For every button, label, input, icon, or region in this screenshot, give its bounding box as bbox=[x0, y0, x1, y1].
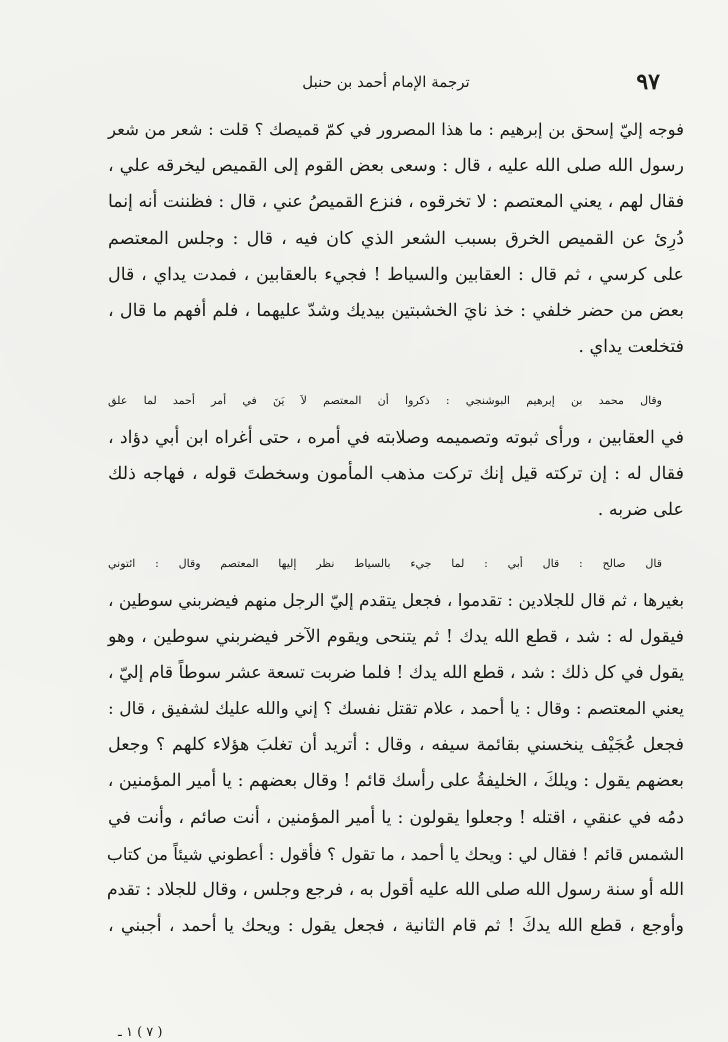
running-title: ترجمة الإمام أحمد بن حنبل bbox=[302, 73, 470, 91]
body-text bbox=[108, 112, 684, 944]
text-line: فوجه إليّ إسحق بن إبرهيم : ما هذا المصرور في كمّ قميصك ؟ قلت : شعر من شعر bbox=[108, 120, 684, 139]
text-line: فقال لهم ، يعني المعتصم : لا تخرقوه ، فنزع القميصُ عني ، قال : فظننت أنه إنما bbox=[108, 192, 684, 213]
text-line: فيقول له : شد ، قطع الله يدك ! ثم يتنحى ويقوم الآخر فيضربني سوطين ، وهو bbox=[108, 626, 684, 647]
paragraph-1 bbox=[108, 112, 684, 365]
page-header bbox=[112, 66, 660, 98]
text-line: وأوجع ، قطع الله يدكَ ! ثم قام الثانية ، فجعل يقول : ويحك يا أحمد ، أجبني ، bbox=[108, 916, 684, 937]
text-line: وقال محمد بن إبرهيم البوشنجي : ذكروا أن المعتصم لاَ يَنَ في أمر أحمد لما علق bbox=[108, 394, 662, 408]
text-line: في العقابين ، ورأى ثبوته وتصميمه وصلابته في أمره ، حتى أغراه ابن أبي دؤاد ، bbox=[108, 427, 684, 448]
paragraph-2 bbox=[108, 383, 684, 528]
paragraph-3 bbox=[108, 546, 684, 944]
text-line: رسول الله صلى الله عليه ، قال : وسعى بعض القوم إلى القميص ليخرقه علي ، bbox=[108, 156, 684, 177]
text-line: قال صالح : قال أبي : لما جيء بالسياط نظر إليها المعتصم وقال : ائتوني bbox=[108, 557, 662, 571]
text-line: دُرِئ عن القميص الخرق بسبب الشعر الذي كان فيه ، قال : وجلس المعتصم bbox=[108, 228, 684, 249]
text-line: الشمس قائم ! فقال لي : ويحك يا أحمد ، ما تقول ؟ فأقول : أعطوني شيئاً من كتاب bbox=[106, 843, 684, 864]
text-line: دمُه في عنقي ، اقتله ! وجعلوا يقولون : يا أمير المؤمنين ، أنت صائم ، وأنت في bbox=[108, 807, 684, 828]
text-line: فجعل عُجَيْف ينخسني بقائمة سيفه ، وقال : أتريد أن تغلبَ هؤلاء كلهم ؟ وجعل bbox=[108, 735, 684, 756]
text-line: يعني المعتصم : وقال : يا أحمد ، علام تقتل نفسك ؟ إني والله عليك لشفيق ، قال : bbox=[108, 699, 684, 720]
signature-mark: ( ٧ ) ١ ـ bbox=[118, 1025, 163, 1040]
text-line: بغيرها ، ثم قال للجلادين : تقدموا ، فجعل يتقدم إليّ الرجل منهم فيضربني سوطين ، bbox=[108, 590, 684, 611]
text-line: على كرسي ، ثم قال : العقابين والسياط ! فجيء بالعقابين ، فمدت يداي ، قال bbox=[108, 264, 684, 285]
text-line: فتخلعت يداي . bbox=[578, 337, 684, 358]
text-line: بعض من حضر خلفي : خذ نايَ الخشبتين بيديك وشدّ عليهما ، فلم أفهم ما قال ، bbox=[108, 301, 684, 322]
page-number: ٩٧ bbox=[636, 69, 660, 95]
text-line: فقال له : إن تركته قيل إنك تركت مذهب المأمون وسخطتَ قوله ، فهاجه ذلك bbox=[108, 463, 684, 484]
text-line: على ضربه . bbox=[597, 500, 684, 521]
text-line: يقول في كل ذلك : شد ، قطع الله يدك ! فلما ضربت تسعة عشر سوطاً قام إليّ ، bbox=[107, 662, 684, 683]
text-line: الله أو سنة رسول الله صلى الله عليه أقول به ، فرجع وجلس ، وقال للجلاد : تقدم bbox=[106, 880, 684, 901]
text-line: بعضهم يقول : ويلكَ ، الخليفةُ على رأسك قائم ! وقال بعضهم : يا أمير المؤمنين ، bbox=[107, 771, 684, 792]
